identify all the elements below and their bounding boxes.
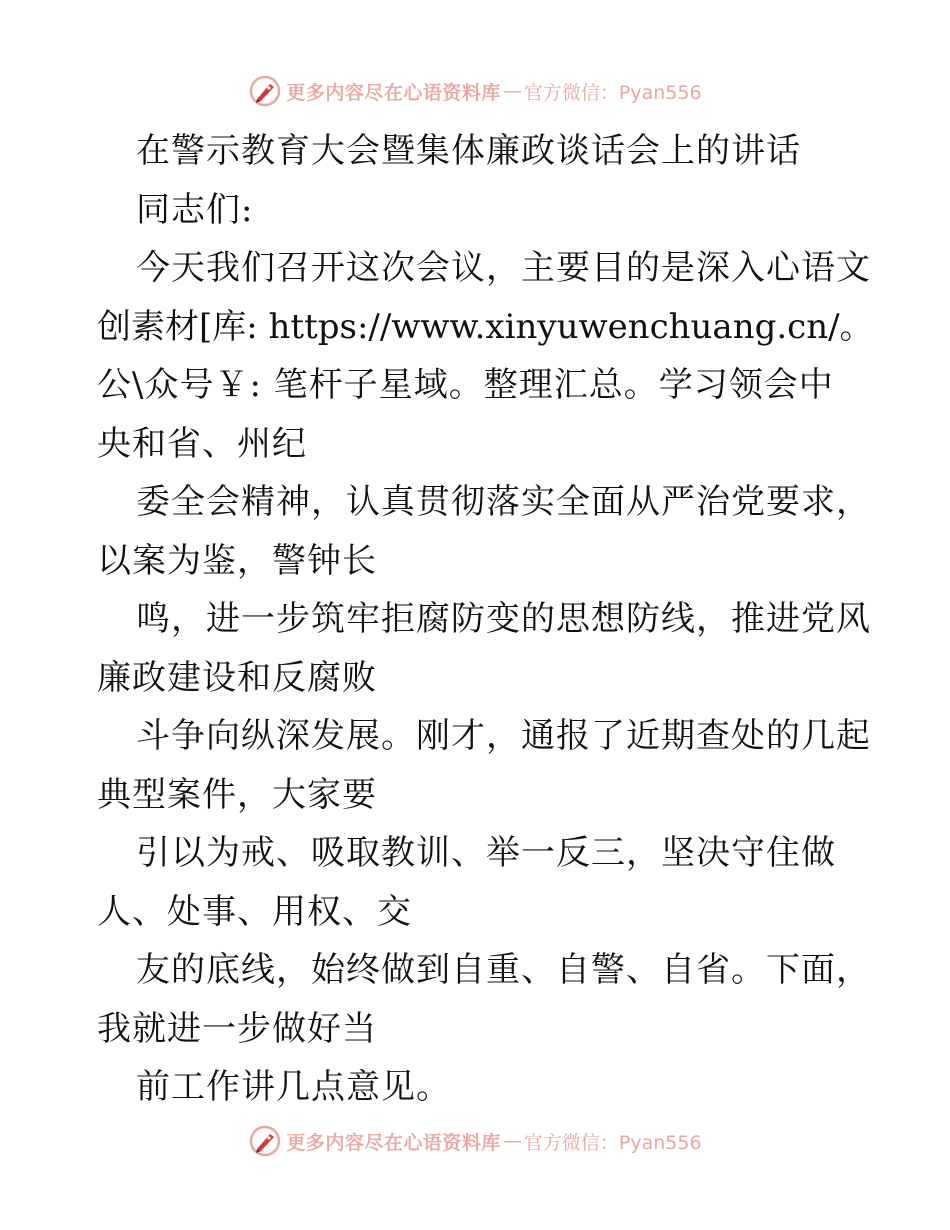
- paragraph-line: 引以为戒、吸取教训、举一反三，坚决守住做: [136, 833, 836, 873]
- document-title: 在警示教育大会暨集体廉政谈话会上的讲话: [136, 131, 801, 171]
- salutation: 同志们:: [136, 189, 254, 230]
- header-banner: [0, 71, 950, 111]
- banner-dash: —: [502, 80, 522, 102]
- paragraph-line: 前工作讲几点意见。: [136, 1067, 451, 1107]
- paragraph-line: 廉政建设和反腐败: [97, 657, 377, 698]
- document-body: [97, 122, 874, 1117]
- paragraph-line: 央和省、州纪: [97, 423, 307, 464]
- paragraph-line: 友的底线，始终做到自重、自警、自省。下面，: [136, 950, 871, 990]
- pen-nib-logo-icon: [248, 74, 282, 108]
- paragraph-line: 人、处事、用权、交: [97, 891, 412, 932]
- paragraph-line: 以案为鉴，警钟长: [97, 540, 377, 581]
- paragraph-line: 我就进一步做好当: [97, 1008, 377, 1049]
- footer-banner: [0, 1121, 950, 1161]
- pen-nib-logo-icon: [248, 1124, 282, 1158]
- paragraph-line: 公\众号￥: 笔杆子星域。整理汇总。学习领会中: [97, 365, 834, 405]
- banner-main-text: 更多内容尽在心语资料库: [286, 81, 501, 104]
- paragraph-line: 今天我们召开这次会议，主要目的是深入心语文: [136, 248, 871, 288]
- paragraph-line: 创素材[库: https://www.xinyuwenchuang.cn/。: [97, 306, 874, 347]
- banner-main-text: 更多内容尽在心语资料库: [286, 1131, 501, 1154]
- banner-wechat-text: 官方微信：Pyan556: [523, 1131, 702, 1154]
- paragraph-line: 委全会精神，认真贯彻落实全面从严治党要求，: [136, 482, 871, 522]
- paragraph-line: 典型案件，大家要: [97, 774, 377, 815]
- paragraph-line: 鸣，进一步筑牢拒腐防变的思想防线，推进党风: [136, 599, 871, 639]
- paragraph-line: 斗争向纵深发展。刚才，通报了近期查处的几起: [136, 716, 871, 756]
- banner-dash: —: [502, 1130, 522, 1152]
- banner-wechat-text: 官方微信：Pyan556: [523, 81, 702, 104]
